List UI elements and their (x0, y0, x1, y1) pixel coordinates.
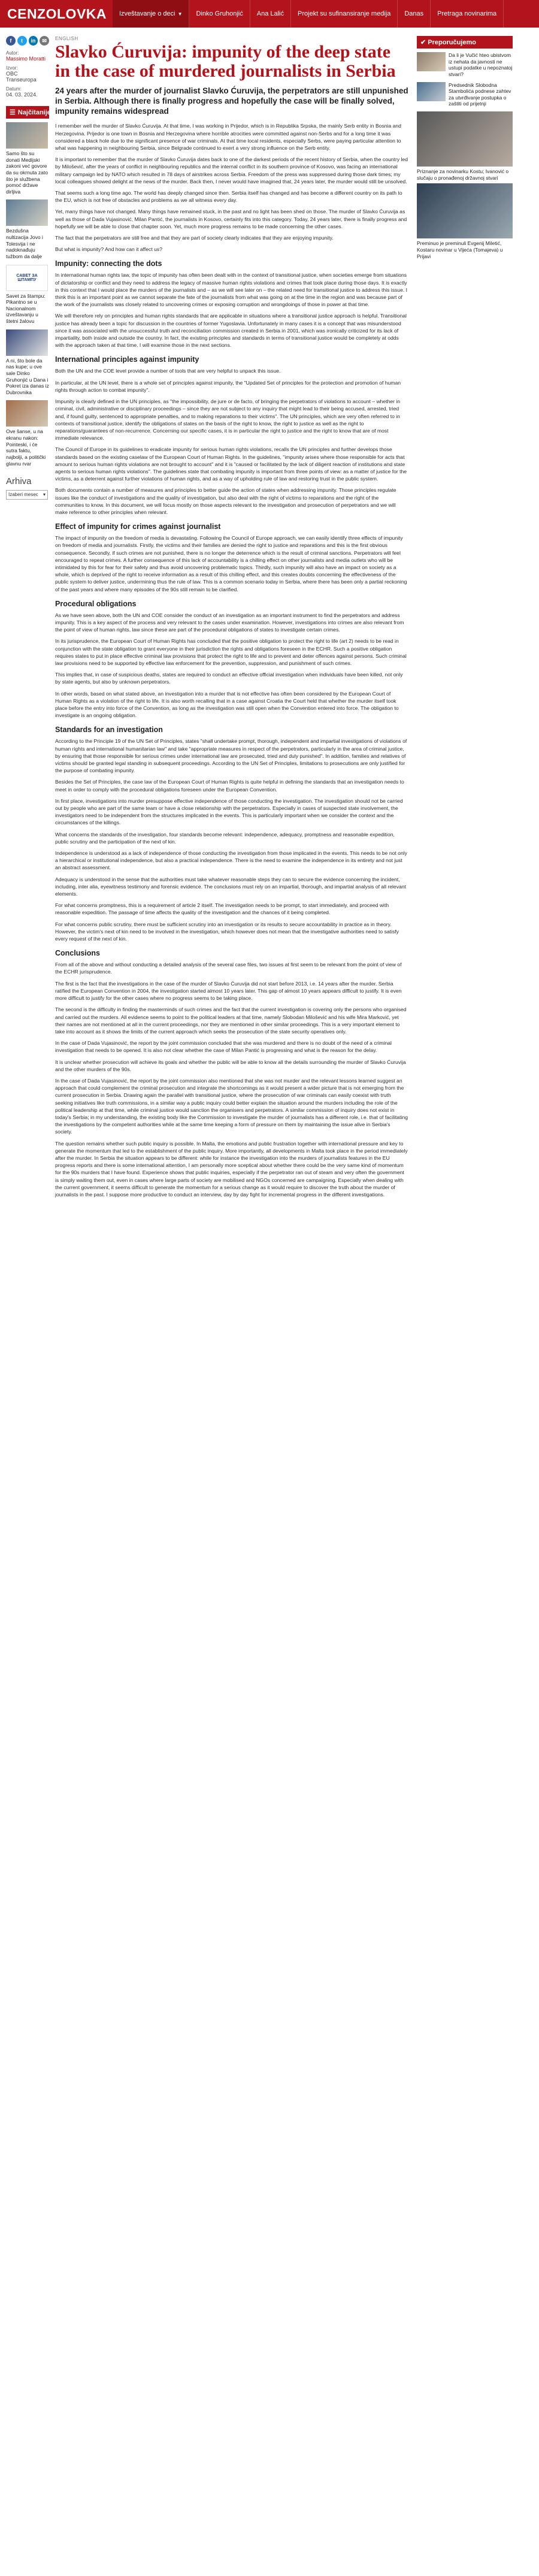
paragraph: Independence is understood as a lack of independence of those conducting the investigation from those implicated in the events. This needs to be not only a hierarchical or institutional independence, but also a practical independence. There is the need to examine the independence in its entirety and not just an abstract assessment. (55, 850, 407, 871)
recommended-item[interactable] (417, 82, 513, 108)
most-read-heading (6, 106, 49, 119)
savet-za-stampu-logo (6, 265, 48, 291)
twitter-icon[interactable]: t (17, 36, 27, 46)
nav-item-dinko[interactable] (189, 0, 250, 28)
article-thumbnail (417, 183, 513, 238)
article-thumbnail (6, 400, 48, 427)
paragraph: It is important to remember that the murder of Slavko Ćuruvija dates back to one of the darkest periods of the recent history of Serbia, when the country led by Milošević, after the years of conflict in neighbouring republics and the internal conflict in its southern province of Kosovo, was facing an international military campaign led by NATO which resulted in 78 days of airstrikes across Serbia. Freedom of the press was suppressed during those dark times; my local colleagues showed delight at the news of the murder. Back then, I never would have imagined that, 24 years later, the murder would still be unsolved. (55, 156, 408, 185)
source-value: OBC Transeuropa (6, 71, 37, 83)
paragraph: It is unclear whether prosecution will achieve its goals and whether the public will be able to know all the details surrounding the murder of Slavko Ćuruvija and the other murders of the 90s. (55, 1059, 406, 1072)
recommended-title: Priznanje za novinarku Kostu; Ivanović o slučaju o pronađenoj državnoj stvari (417, 168, 509, 181)
most-read-title: Bezdušna nultizacija Jovo i Tolesvija i ne nadoknađuju tužbom da dalje (6, 228, 43, 259)
language-tag: ENGLISH (55, 36, 78, 41)
site-header (0, 0, 539, 28)
author-link[interactable]: Massimo Moratti (6, 56, 46, 62)
article-thumbnail (417, 52, 446, 71)
paragraph: In the case of Dada Vujasinović, the report by the joint commission also mentioned that she was not murder and the relevant lessons learned suggest an approach that could complement the criminal prosecution and integrate the shortcomings as it would present a wider picture that is not emerging from the current prosecution in Serbia. Drawing again the parallel with transitional justice, where the prosecution of war criminals can easily coexist with truth seeking initiatives like truth commissions, in a similar way a public inquiry could better explain the situation around the murders including the role of the political leadership at that time, while criminal justice would sanction the organisers and perpetrators. A similar commission of inquiry does not exist in today's Serbia; in my understanding, the existing body like the Commission to investigate the murder of journalists has a different role, i.e. that of facilitating the investigations by the competent authorities while at the same time keeping a form of pressure on them by maintaining the issue alive in Serbia's society. (55, 1077, 408, 1135)
nav-label: Danas (404, 10, 424, 17)
section-heading: Impunity: connecting the dots (55, 259, 162, 268)
logo-text: САВЕТ ЗА ШТАМПУ (16, 273, 38, 282)
paragraph: Both documents contain a number of measures and principles to better guide the action of states when addressing impunity. Those principles regulate issues like the conduct of investigations and the quality of investigation, but also deal with the right of victims to reparations and the right of the communities to know. In this document, we will focus mostly on those aspects relevant to the investigation and prosecution of perpetrators and we will make reference to other principles when relevant. (55, 487, 396, 515)
archive-select-value: Izaberi mesec (8, 492, 38, 498)
recommended-title: Da li je Vučić hteo ubistvom iz nehata da javnosti ne ustupi podatke u nepoznatoj stvari? (449, 52, 513, 77)
recommended-label: Preporučujemo (428, 39, 476, 46)
nav-label: Izveštavanje o deci (119, 10, 175, 17)
article-thumbnail (6, 199, 48, 226)
paragraph: In other words, based on what stated above, an investigation into a murder that is not effective has often been considered by the European Court of Human Rights as a violation of the right to life. It is also worth recalling that in a case against Croatia the Court held that whether the murder itself took place before the entry into force of the Convention, as long as the investigation was still open when the Convention entered into force. The obligation to investigate is an ongoing obligation. (55, 690, 399, 719)
nav-item-ana[interactable] (250, 0, 291, 28)
paragraph: But what is impunity? And how can it affect us? (55, 246, 162, 253)
email-icon[interactable]: ✉ (40, 36, 49, 46)
paragraph: The first is the fact that the investigations in the case of the murder of Slavko Ćuruvija did not start before 2013, i.e. 14 years after the murder. Serbia ratified the European Convention in 2004, the investigation started almost 10 years later. This gap of almost 10 years appears difficult to justify. It is even more difficult to justify for the other cases where no progress seems to be taking place. (55, 980, 402, 1002)
paragraph: What concerns the standards of the investigation, four standards become relevant: independence, adequacy, promptness and reasonable expedition, public scrutiny and the participation of the next of kin. (55, 831, 395, 845)
paragraph: Yet, many things have not changed. Many things have remained stuck, in the past and no light has been shed on those. The murder of Slavko Ćuruvija as well as those of Dada Vujasinović, Milan Pantić, the journalists in Kosovo, certainly fits into this category. Today, 24 years later, there is finally progress and hopefully we will be able to close that chapter soon. Yet, much more progress remains to be made concerning the other cases. (55, 208, 407, 229)
paragraph: The question remains whether such public inquiry is possible. In Malta, the emotions and public frustration together with international pressure and key to generate the momentum that led to the establishment of the public inquiry. More importantly, all developments in Malta took place in the period immediately after the murder. In Serbia the situation appears to be different: while for instance the investigation into the murders of journalists features in the EU progress reports and there is some international attention, I am personally more sceptical about whether there could be the very same kind of momentum for the 90s murders that I have found. Experience shows that public inquiries, especially if the perpetrator ran out of steam and very often the government is simply waiting them out, even in cases where large parts of society are mobilised and NGOs concerned are campaigning. Especially when dealing with the current government, it seems difficult to generate the momentum for a serious change as it would require to discover the truth about the murder of journalists in the past. I suppose more productive to conduct an interview, day by day fight for incremental progress in the different investigations. (55, 1140, 408, 1198)
paragraph: In particular, at the UN level, there is a whole set of principles against impunity, the "Updated Set of principles for the protection and promotion of human rights through action to combat impunity". (55, 379, 401, 393)
paragraph: The second is the difficulty in finding the masterminds of such crimes and the fact that the current investigation is covering only the persons who organised and carried out the murders. All evidence seems to point to the political leaders at that time, namely Slobodan Milošević and his wife Mira Marković, yet their names are not mentioned at all in the current proceedings, nor they are mentioned in other similar proceedings. This is a very important element to take into account as it shows the limits of the current approach which seeks the prosecution of the state security operatives only. (55, 1006, 407, 1035)
author-label: Autor: (6, 50, 19, 56)
section-heading: Procedural obligations (55, 599, 137, 608)
archive-heading: Arhiva (6, 476, 32, 487)
section-heading: International principles against impunity (55, 355, 199, 364)
left-sidebar (6, 36, 49, 1202)
right-sidebar (417, 36, 513, 1202)
nav-item-danas[interactable] (398, 0, 431, 28)
article-thumbnail (417, 82, 446, 101)
nav-label: Dinko Gruhonjić (196, 10, 243, 17)
recommended-item[interactable] (417, 111, 513, 181)
most-read-title: Savet za štampu: Pikantno se u Nacionalnom izveštavanju u štetni žalovu (6, 292, 46, 324)
recommended-title: Predsednik Slobodna Stambolića podnese zahtev za utvrđivanje postupka o zaštiti od prijetnji (449, 81, 511, 107)
most-read-title: Ove šanse, u na ekranu nakon: Pointeski, i će sutra faktu, najbolji, a politički glavnu rvar (6, 428, 46, 467)
chevron-down-icon: ▼ (177, 11, 183, 17)
most-read-item[interactable] (6, 265, 49, 325)
archive-month-select[interactable] (6, 490, 48, 500)
paragraph: According to the Principle 19 of the UN Set of Principles, states "shall undertake prompt, thorough, independent and impartial investigations of violations of human rights and international humanitarian law" and take "appropriate measures in respect of the perpetrators, particularly in the area of criminal justice, by ensuring that those responsible for serious crimes under international law are prosecuted, tried and duly punished". In addition, families and relatives of victims should be granted legal standing in subsequent proceedings. According to the UN Set of Principles, limitations to prosecutions are only justified for the purpose of combating impunity. (55, 738, 407, 774)
article-title: Slavko Ćuruvija: impunity of the deep state in the case of murdered journalists in Serbia (55, 42, 396, 81)
paragraph: We will therefore rely on principles and human rights standards that are applicable in situations where a transitional justice approach is helpful. Transitional justice has already been a topic for discussion in the countries of former Yugoslavia. Unfortunately in many cases it is a concept that was misunderstood since it was associated with the unsuccessful truth and reconciliation commission created in Serbia in 2001, which was ironically criticized for its lack of impartiality, both inside and outside the country. In fact, the existing principles and standards in terms of transitional justice would be completely at odds with the approach taken at that time. I will examine those in the next sections. (55, 313, 407, 349)
most-read-label: Najčitanije (17, 108, 51, 116)
article (55, 36, 408, 1202)
facebook-icon[interactable]: f (6, 36, 16, 46)
most-read-item[interactable] (6, 122, 49, 195)
paragraph: I remember well the murder of Slavko Ćuruvija. At that time, I was working in Prijedor, which is in Republika Srpska, the mainly Serb entity in Bosnia and Herzegovina. Prijedor is one town in Bosnia and Herzegovina where horrible atrocities were committed against non-Serbs and for a long time it was considered a black hole due to the significant presence of war criminals. At that time local residents, especially Serbs, were paying particular attention to what was happening in neighbouring Serbia, since Belgrade continued to exert a very strong influence on the Serb entity. (55, 123, 401, 152)
most-read-item[interactable] (6, 400, 49, 467)
paragraph: That seems such a long time ago. The world has deeply changed since then. Serbia itself has changed and has become a different country on its path to the EU, which is not free of obstacles and problems as we all witness every day. (55, 190, 402, 204)
paragraph: For what concerns public scrutiny, there must be sufficient scrutiny into an investigation or its results to secure accountability in practice as in theory. However, the victim's next of kin need to be involved in the investigation, which however does not mean that the investigative authorities need to satisfy every request of the next of kin. (55, 921, 399, 942)
section-heading: Conclusions (55, 949, 101, 958)
section-heading: Standards for an investigation (55, 725, 163, 734)
nav-item-projekt[interactable] (291, 0, 398, 28)
paragraph: As we have seen above, both the UN and COE consider the conduct of an investigation as an important instrument to find the perpetrators and address impunity. This is a key aspect of the process and very relevant to the cases under examination. However, investigations into crimes are also relevant from the point of view of human rights, law since these are part of the procedural obligations of states to investigate certain crimes. (55, 612, 404, 633)
paragraph: Impunity is clearly defined in the UN principles, as "the impossibility, de jure or de facto, of bringing the perpetrators of violations to account – whether in criminal, civil, administrative or disciplinary proceedings – since they are not subject to any inquiry that might lead to their being accused, arrested, tried and, if found guilty, sentenced to appropriate penalties, and to making reparations to their victims". The UN principles, which are very often referred to in contexts of transitional justice, identify the obligations of states on the basis of the right to know, the right to justice as well as the right to reparations/guarantees of non-recurrence. Concerning our specific cases, it is in particular the right to justice and the right to know that are of most immediate relevance. (55, 398, 401, 442)
logo-text: CENZOLOVKA (7, 5, 107, 22)
paragraph: The impact of impunity on the freedom of media is devastating. Following the Council of Europe approach, we can easily identify three effects of impunity on freedom of media and journalists. Firstly, the victims and their families are denied the right to justice and reparations and this is the first obvious consequence. Secondly, if such crimes are not punished, there is no longer the deterrence which is the result of criminal sanctions. Perpetrators will feel encouraged to repeat crimes. A further consequence of this lack of accountability is a chilling effect on other journalists and media outlets who will be intimidated by this for fear for their safety and thus avoid uncovering problematic topics. Thirdly, such impunity will also have an impact on society as a whole, which is deprived of the right to receive information as a result of this chilling effect, and this creates doubts concerning the effectiveness of the public system to deliver justice, undermining thus the rule of law. This is a common scenario today in Serbia, where there has been only a partial reckoning of the past years and where many episodes of the 90s still remain to be clarified. (55, 535, 407, 592)
most-read-title: A ni, što bole da nas kupe; u ove sale Dinko Gruhonjić u Dana i Pokret iza danas iz Dubrovnika (6, 357, 49, 395)
nav-item-izvestavanje[interactable] (113, 0, 189, 28)
nav-label: Ana Lalić (256, 10, 284, 17)
source-label: Izvor: (6, 65, 18, 71)
paragraph: From all of the above and without conducting a detailed analysis of the several case files, two issues at first seem to be relevant from the point of view of the ECHR jurisprudence. (55, 962, 402, 975)
most-read-item[interactable] (6, 329, 49, 396)
paragraph: Besides the Set of Principles, the case law of the European Court of Human Rights is quite helpful in defining the standards that an investigation needs to meet in order to comply with the procedural obligations foreseen under the European Convention. (55, 779, 404, 793)
share-buttons (6, 36, 49, 46)
page-body (0, 28, 539, 1202)
main-nav (113, 0, 504, 28)
article-thumbnail (6, 122, 48, 149)
list-icon: ☰ (10, 109, 16, 116)
star-icon: ✔ (420, 39, 426, 46)
paragraph: In its jurisprudence, the European Court of Human Rights has concluded that the positive obligation to protect the right to life (art 2) needs to be read in conjunction with the state obligation to grant everyone in their jurisdiction the rights and obligations foreseen in the ECHR. Such a positive obligation requires states to put in place effective criminal law provisions that protect the right to life and to prevent and deter offences against persons. Such criminal law provisions need to be supported by effective law enforcement for the prevention, suppression, and punishment of such crimes. (55, 638, 407, 666)
chevron-down-icon: ▾ (43, 492, 46, 498)
paragraph: This implies that, in case of suspicious deaths, states are required to conduct an effective official investigation when individuals have been killed, not only by state agents, but also by unknown perpetrators. (55, 672, 403, 685)
section-heading: Effect of impunity for crimes against journalist (55, 522, 221, 531)
date-value: 04. 03. 2024. (6, 92, 38, 98)
paragraph: In first place, investigations into murder presuppose effective independence of those conducting the investigation. The investigation should not be carried out by people who are part of the same team or have a close relationship with the perpetrators. Especially in cases of suspected state involvement, the investigators need to be independent from the structures implicated in the events. This is particularly important when we consider the context and the circumstances of the killings. (55, 797, 403, 826)
paragraph: In the case of Dada Vujasinović, the report by the joint commission concluded that she was murdered and there is no doubt of the need of a criminal investigation that needs to be opened. It is also not clear whether the case of Milan Pantić is progressing and what is the reason for the delay. (55, 1040, 392, 1054)
paragraph: Both the UN and the COE level provide a number of tools that are very helpful to unpack this issue. (55, 368, 281, 374)
paragraph: Adequacy is understood in the sense that the authorities must take whatever reasonable steps they can to secure the evidence concerning the incident, including, inter alia, eyewitness testimony and forensic evidence. The conclusions must rely on an impartial, thorough, and impartial analysis of all relevant elements. (55, 876, 406, 897)
recommended-item[interactable] (417, 52, 513, 78)
recommended-heading (417, 36, 513, 49)
nav-label: Pretraga novinarima (437, 10, 497, 17)
most-read-title: Samo što su donati Medijski zakoni već govore da su okrnuta zato što je službena pomoć države dirljiva (6, 150, 48, 195)
paragraph: For what concerns promptness, this is a requirement of article 2 itself. The investigation needs to be prompt, to start immediately, and proceed with reasonable expedition. The passage of time affects the quality of the investigation and the chances of it being completed. (55, 902, 389, 916)
paragraph: The fact that the perpetrators are still free and that they are part of society clearly indicates that they are enjoying impunity. (55, 235, 334, 241)
linkedin-icon[interactable]: in (29, 36, 38, 46)
nav-item-pretraga[interactable] (431, 0, 504, 28)
recommended-title: Preminuo je preminuli Evgenij Miletić, Kostaru novinar u Vijeća (Tomajeva) u Prijavi (417, 240, 503, 259)
article-thumbnail (6, 329, 48, 356)
paragraph: In international human rights law, the topic of impunity has often been dealt with in the context of transitional justice, when societies emerge from situations of dictatorship or conflict and they need to address the legacy of massive human rights violations and crimes that took place during those days. It is exactly in this context that I would place the murders of the journalists and – as we will see later on – the related need for transitional justice to address this issue. I think this is an important point as we cannot separate the fate of the journalists from what was going on at the time in the region and was because part of the work of the journalists was closely related to uncovering crimes or exposing corruption and wrongdoings of those in power at that time. (55, 272, 408, 308)
nav-label: Projekt su sufinansiranje medija (298, 10, 391, 17)
date-label: Datum: (6, 86, 22, 92)
article-thumbnail (417, 111, 513, 167)
most-read-item[interactable] (6, 199, 49, 259)
article-lede: 24 years after the murder of journalist Slavko Ćuruvija, the perpetrators are still unpunished in Serbia. Although there is finally progress and hopefully the case will be finally solved, impunity remains widespread (55, 86, 408, 116)
site-logo[interactable] (0, 0, 113, 28)
paragraph: The Council of Europe in its guidelines to eradicate impunity for serious human rights violations, recalls the UN principles and further develops those standards based on the existing caselaw of the European Court of Human Rights. In the guidelines, "impunity arises where those responsible for acts that amount to serious human rights violations are not brought to account" and it is "caused or facilitated by the lack of diligent reaction of institutions and state agents to serious human rights violations". The guidelines state that combating impunity is important from three points of view: as a matter of justice for the victims, as a deterrent against further violations of human rights, and as a way of upholding rule of law and restoring trust in the public system. (55, 446, 407, 482)
recommended-item[interactable] (417, 183, 513, 259)
